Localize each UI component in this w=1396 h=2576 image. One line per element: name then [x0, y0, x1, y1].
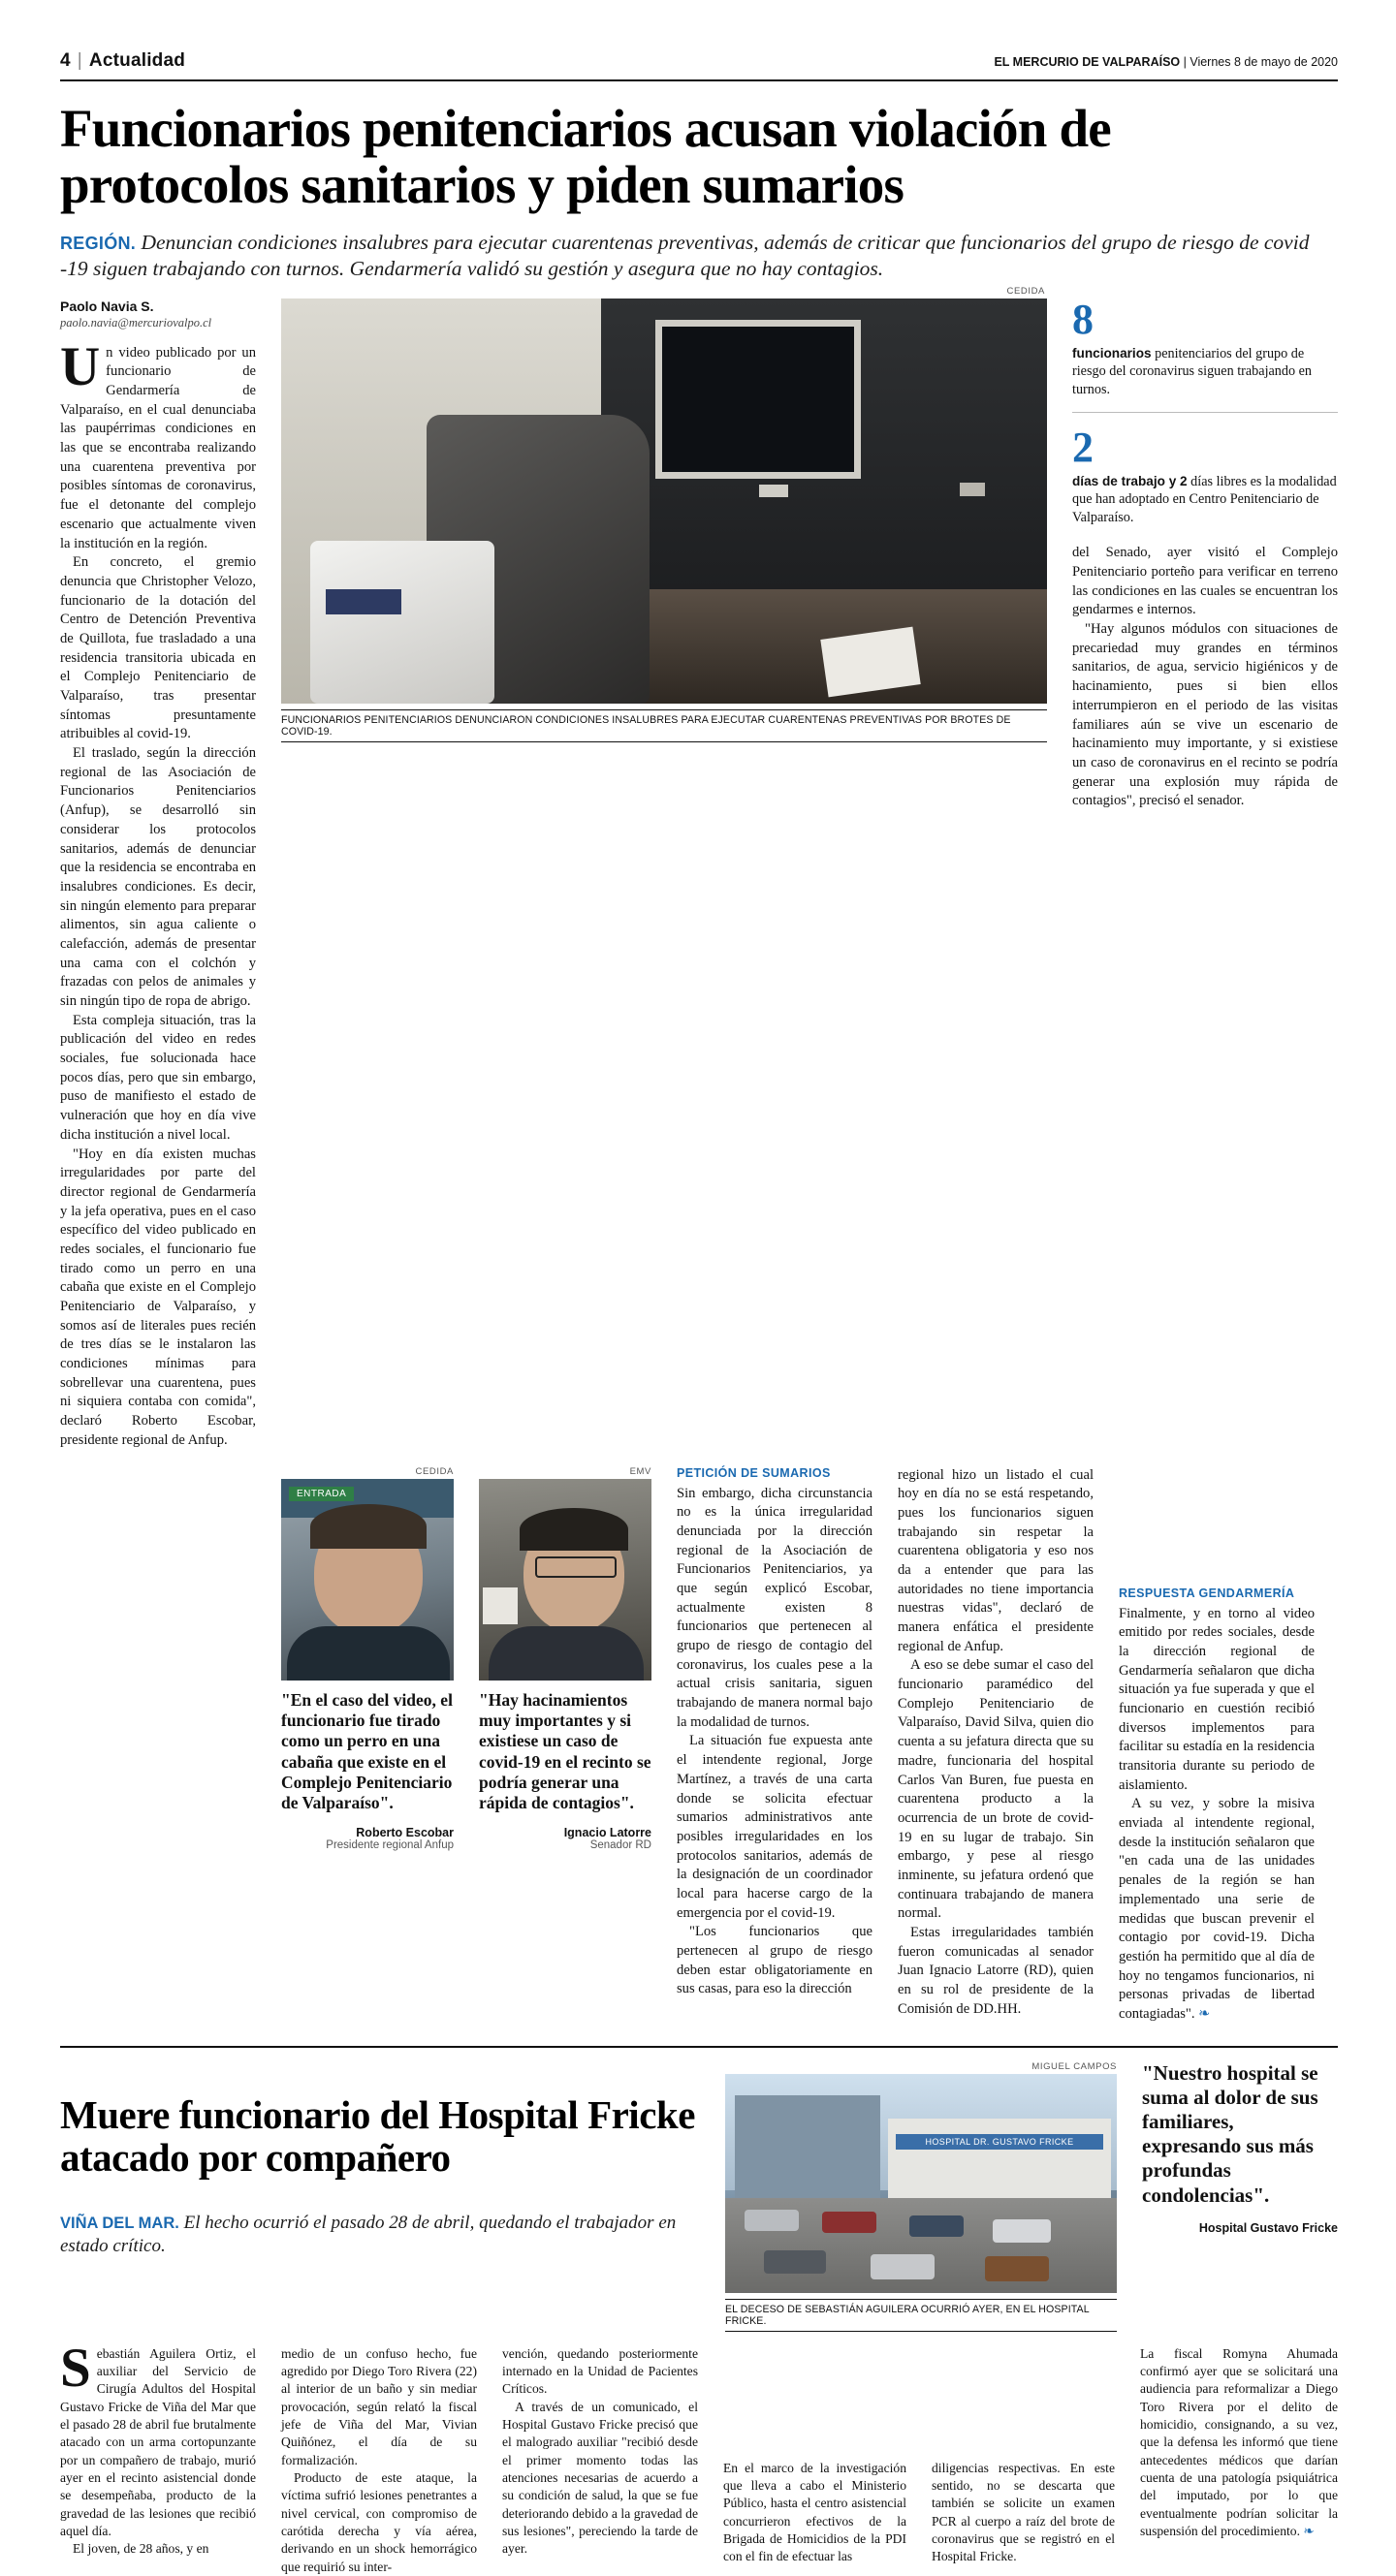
- fact-item: [1072, 295, 1338, 398]
- article2: [60, 2046, 1338, 2576]
- article1-col1-body: [60, 335, 256, 1451]
- paragraph: "Hoy en día existen muchas irregularidades por parte del director regional de Gendarmería y la jefa operativa, pues en el caso específico del video publicado en redes sociales, el funcionario fue tirado como un perro en una cabaña que existe en el Complejo Penitenciario de Valparaíso, y somos así de literales pues recién de tres días se le instalaron las condiciones mínimas para sobrellevar una cuarentena, pues ni siquiera contaba con comida", declaró Roberto Escobar, presidente regional de Anfup.: [60, 1146, 256, 1448]
- paragraph: Sin embargo, dicha circunstancia no es la única irregularidad denunciada por la dirección regional de la Asociación de Funcionarios Penitenciarios, ya que según explicó Escobar, actualmente existen 8 funcionarios que pertenecen al grupo de riesgo de contagio del coronavirus, los cuales pese a la actual crisis sanitaria, siguen trabajando de manera normal bajo la modalidad de turnos.: [677, 1485, 872, 1730]
- paragraph: "Los funcionarios que pertenecen al grupo de riesgo deben estar obligatoriamente en sus casas, para eso la dirección: [677, 1924, 872, 1997]
- article1-headline: Funcionarios penitenciarios acusan violación de protocolos sanitarios y piden sumarios: [60, 99, 1111, 215]
- byline-email: paolo.navia@mercuriovalpo.cl: [60, 315, 212, 330]
- paragraph: La situación fue expuesta ante el intendente regional, Jorge Martínez, a través de una carta donde se solicita efectuar sumarios administrativos ante posibles irregularidades en los protocolos sanitarios, además de la designación de un coordinador local para hacerse cargo de la emergencia por el covid-19.: [677, 1733, 872, 1921]
- paragraph: diligencias respectivas. En este sentido, no se descarta que también se solicite un examen PCR al cuerpo a raíz del brote de coronavirus que se registró en el Hospital Fricke.: [932, 2460, 1115, 2564]
- article2-photo-caption: EL DECESO DE SEBASTIÁN AGUILERA OCURRIÓ AYER, EN EL HOSPITAL FRICKE.: [725, 2299, 1117, 2332]
- paper-name: EL MERCURIO DE VALPARAÍSO: [994, 55, 1181, 69]
- photo-car: [745, 2210, 799, 2231]
- end-mark: ❧: [1303, 2524, 1315, 2539]
- pullquote-attribution: Ignacio Latorre: [563, 1825, 651, 1839]
- paragraph: [60, 2337, 256, 2541]
- issue-date: | Viernes 8 de mayo de 2020: [1183, 55, 1338, 69]
- photo-switch: [759, 485, 788, 497]
- photo-building-main: [888, 2119, 1111, 2202]
- article1-subhead: [60, 230, 1338, 283]
- paragraph: El joven, de 28 años, y en: [73, 2541, 209, 2557]
- photo-paper: [820, 626, 920, 697]
- paragraph: "Hay algunos módulos con situaciones de precariedad muy grandes en términos sanitarios, de agua, servicio higiénicos y de hacinamiento, pues si bien ellos interrumpieron en el periodo de las visitas familiares aún se vive un escenario de hacinamiento muy importante, y si existiese un caso de coronavirus en el recinto se podría generar una explosión muy rápida de contagios", precisó el senador.: [1072, 621, 1338, 809]
- fact-number: 2: [1072, 423, 1094, 471]
- article2-headline: Muere funcionario del Hospital Fricke atacado por compañero: [60, 2091, 695, 2180]
- section-header: [60, 50, 185, 72]
- fact-number: 8: [1072, 295, 1094, 343]
- article1-facts-rail: [1072, 295, 1338, 1451]
- article2-col2: [281, 2345, 477, 2576]
- paragraph: A través de un comunicado, el Hospital Gustavo Fricke precisó que el malogrado auxiliar "recibió desde el primer momento todas las atenciones necesarias de acuerdo a su condición de salud, la que se fue deteriorando debido a la gravedad de sus lesiones", pereciendo la tarde de ayer.: [502, 2399, 698, 2557]
- article1-col-respuesta: [1119, 1466, 1315, 2025]
- article1-regional-body: [898, 1466, 1094, 2020]
- article2-col4-wrap: [723, 2345, 1115, 2576]
- masthead-separator: |: [77, 50, 82, 71]
- photo-credit: CEDIDA: [1006, 285, 1045, 297]
- article2-col4b: [932, 2460, 1115, 2576]
- paragraph: En el marco de la investigación que lleva a cabo el Ministerio Público, hasta el centro asistencial concurrieron efectivos de la Brigada de Homicidios de la PDI con el fin de efectuar las: [723, 2460, 906, 2564]
- paragraph: Estas irregularidades también fueron comunicadas al senador Juan Ignacio Latorre (RD), quien en su rol de presidente de la Comisión de DD.HH.: [898, 1925, 1094, 2017]
- photo-mark: [572, 302, 586, 316]
- photo-shirt-stripe: [326, 589, 401, 614]
- paragraph: En concreto, el gremio denuncia que Christopher Velozo, funcionario de la dotación del Centro de Detención Preventiva de Quillota, fue trasladado a una residencia transitoria ubicada en el Complejo Penitenciario de Valparaíso, tras presentar síntomas presuntamente atribuibles al covid-19.: [60, 554, 256, 742]
- paragraph-text: n video publicado por un funcionario de Gendarmería de Valparaíso, en el cual denunciaba las paupérrimas condiciones en las que se encontraba realizando una cuarentena preventiva por posibles síntomas de coronavirus, fue el detonante del complejo escenario que actualmente viven la institución en la región.: [60, 344, 256, 551]
- fact-lead: funcionarios: [1072, 345, 1152, 361]
- article1-col-sumarios: [677, 1466, 872, 2025]
- portrait-photo-escobar: [281, 1479, 454, 1681]
- pullquote-col-1: [60, 1466, 256, 2025]
- portrait-hair: [520, 1508, 628, 1551]
- fact-body: penitenciarios del grupo de riesgo del coronavirus siguen trabajando en turnos.: [1072, 345, 1313, 397]
- paragraph: Producto de este ataque, la víctima sufrió lesiones penetrantes a nivel cervical, con compromiso de carótida derecha y vía aérea, derivando en un shock hemorrágico que requirió su inter-: [281, 2470, 477, 2574]
- article1-main-photo: [281, 298, 1047, 704]
- photo-hospital-sign: HOSPITAL DR. GUSTAVO FRICKE: [896, 2134, 1103, 2150]
- pullquote-text: "Hay hacinamientos muy importantes y si existiese un caso de covid-19 en el recinto se podría generar una rápida de contagios".: [479, 1689, 651, 1813]
- paragraph-text: A su vez, y sobre la misiva enviada al intendente regional, desde la institución señalaron que "en cada una de las unidades penales de la región se han implementado una serie de medidas que buscan prevenir el contagio por covid-19. Dicha gestión ha permitido que al día de hoy no tengamos funcionarios, ni personas privadas de libertad contagiadas".: [1119, 1796, 1315, 2022]
- photo-car: [871, 2254, 935, 2279]
- paragraph: [1140, 2345, 1338, 2541]
- fact-text: [1072, 473, 1338, 526]
- article1-mid-grid: [60, 1466, 1338, 2025]
- page-number: 4: [60, 50, 71, 71]
- portrait-block-1: [281, 1466, 454, 2025]
- photo-car: [822, 2212, 876, 2233]
- paragraph: Finalmente, y en torno al video emitido por redes sociales, desde la dirección regional de Gendarmería señalaron que dicha situación ya fue superada y que el funcionario en cuestión recibió diversos implementos para facilitar su estadía en la residencia transitoria durante su periodo de aislamiento.: [1119, 1605, 1315, 1793]
- article2-col1: [60, 2337, 256, 2576]
- article2-pullquote: "Nuestro hospital se suma al dolor de sus familiares, expresando sus más profundas condolencias".: [1142, 2060, 1318, 2207]
- fact-body: días libres es la modalidad que han adoptado en Centro Penitenciario de Valparaíso.: [1072, 473, 1337, 525]
- article2-col4a: [723, 2460, 906, 2576]
- article2-col3: [502, 2345, 698, 2576]
- article2-body-grid: [60, 2337, 1338, 2576]
- photo-credit: MIGUEL CAMPOS: [1031, 2060, 1117, 2072]
- section-name: Actualidad: [88, 50, 186, 71]
- subsection-label: PETICIÓN DE SUMARIOS: [677, 1465, 831, 1480]
- page-masthead: [60, 50, 1338, 81]
- photo-building-left: [735, 2095, 880, 2198]
- article1-kicker: REGIÓN.: [60, 233, 137, 253]
- article2-head-block: [60, 2061, 700, 2332]
- rail-divider: [1072, 412, 1338, 413]
- article1-photo-caption: FUNCIONARIOS PENITENCIARIOS DENUNCIARON CONDICIONES INSALUBRES PARA EJECUTAR CUARENTENAS PREVENTIVAS POR BROTES DE COVID-19.: [281, 709, 1047, 742]
- photo-car: [909, 2215, 964, 2237]
- portrait-glasses: [535, 1556, 617, 1578]
- portrait-badge: ENTRADA: [289, 1487, 354, 1501]
- pullquote-role: Senador RD: [589, 1838, 651, 1851]
- photo-outlet: [960, 483, 985, 496]
- article1-col1: [60, 298, 256, 1451]
- paragraph: [60, 335, 256, 554]
- article1-respuesta-body: [1119, 1605, 1315, 2025]
- portrait-hair: [310, 1504, 427, 1549]
- article2-col5: [1140, 2345, 1338, 2576]
- article2-subhead: [60, 2212, 700, 2258]
- photo-car: [764, 2250, 826, 2274]
- article2-photo-block: [725, 2061, 1117, 2332]
- article1-col-regional: [898, 1466, 1094, 2025]
- portrait-credit: CEDIDA: [415, 1465, 454, 1477]
- fact-lead: días de trabajo y 2: [1072, 473, 1188, 488]
- end-mark: ❧: [1198, 2005, 1211, 2022]
- article1-top-grid: [60, 285, 1338, 1451]
- pullquote-text: "En el caso del video, el funcionario fue tirado como un perro en una cabaña que existe en el Complejo Penitenciario de Valparaíso".: [281, 1689, 453, 1813]
- paragraph: regional hizo un listado el cual hoy en día no se está respetando, pues los funcionarios siguen trabajando sin respetar la cuarentena obligatoria y eso nos da a entender que para las autoridades no tiene importancia nuestras vidas", declaró de manera enfática el presidente regional de Anfup.: [898, 1466, 1094, 1654]
- portrait-shoulders: [489, 1626, 644, 1681]
- article2-kicker: VIÑA DEL MAR.: [60, 2215, 179, 2233]
- paragraph: del Senado, ayer visitó el Complejo Penitenciario porteño para verificar en terreno las condiciones en las cuales se encuentran los gendarmes e internos.: [1072, 545, 1338, 618]
- article1-sumarios-body: [677, 1485, 872, 2000]
- article2-photo-hospital: [725, 2074, 1117, 2293]
- photo-car: [993, 2219, 1051, 2243]
- fact-item: [1072, 423, 1338, 526]
- byline-author: Paolo Navia S.: [60, 298, 154, 314]
- article1-photo-and-mid: [281, 285, 1047, 1451]
- portrait-logo-patch: [483, 1587, 518, 1624]
- paragraph-text: ebastián Aguilera Ortiz, el auxiliar del Servicio de Cirugía Adultos del Hospital Gustavo Fricke de Viña del Mar que el pasado 28 de abril fue brutalmente atacado con un arma cortopunzante por un compañero de trabajo, murió ayer en el recinto asistencial donde se desempeñaba, producto de la gravedad de las lesiones que recibió aquel día.: [60, 2345, 256, 2539]
- dropcap: U: [60, 335, 101, 397]
- paragraph: [1119, 1795, 1315, 2024]
- paragraph: vención, quedando posteriormente internado en la Unidad de Pacientes Críticos.: [502, 2345, 698, 2397]
- subsection-label: RESPUESTA GENDARMERÍA: [1119, 1586, 1295, 1600]
- photo-car: [985, 2256, 1049, 2281]
- article1-rail-body: [1072, 544, 1338, 811]
- paragraph: medio de un confuso hecho, fue agredido por Diego Toro Rivera (22) al interior de un baño y sin mediar provocación, según relató la fiscal jefe de Viña del Mar, Vivian Quiñónez, el día de su formalización.: [281, 2345, 477, 2467]
- photo-window: [655, 320, 861, 479]
- pullquote-attribution: Roberto Escobar: [356, 1825, 454, 1839]
- paragraph: A eso se debe sumar el caso del funcionario paramédico del Complejo Penitenciario de Valparaíso, David Silva, quien dio cuenta a su jefatura directa que su madre, funcionaria del hospital Carlos Van Buren, fue puesta en cuarentena producto a la ocurrencia de un brote de covid-19 en su lugar de trabajo. Sin embargo, y pese al riesgo inminente, su jefatura ordenó que continuara trabajando de manera normal.: [898, 1657, 1094, 1922]
- paragraph-text: La fiscal Romyna Ahumada confirmó ayer que se solicitará una audiencia para reformalizar a Diego Toro Rivera por el delito de homicidio, consignando, a su vez, que la defensa les informó que tiene antecedentes médicos que darían cuenta de una patología psiquiátrica del imputado, por lo que eventualmente podrían solicitar la suspensión del procedimiento.: [1140, 2345, 1338, 2539]
- fact-text: [1072, 345, 1338, 398]
- article1-subhead-text: Denuncian condiciones insalubres para ejecutar cuarentenas preventivas, además de criticar que funcionarios del grupo de riesgo de covid -19 siguen trabajando con turnos. Gendarmería validó su gestión y asegura que no hay contagios.: [60, 230, 1310, 281]
- article2-pullquote-attribution: Hospital Gustavo Fricke: [1198, 2220, 1338, 2235]
- portrait-photo-latorre: [479, 1479, 651, 1681]
- photo-shirt: [310, 541, 494, 704]
- pullquote-role: Presidente regional Anfup: [326, 1838, 454, 1851]
- masthead-paper-date: [994, 55, 1338, 69]
- portrait-block-2: [479, 1466, 651, 2025]
- paragraph: Esta compleja situación, tras la publicación del video en redes sociales, fue solucionada hace pocos días, pero que sin embargo, puso de manifiesto el estado de vulneración que hoy en día vive dicha institución a nivel local.: [60, 1012, 256, 1143]
- paragraph: El traslado, según la dirección regional de las Asociación de Funcionarios Penitenciarios (Anfup), se desarrolló sin considerar los protocolos sanitarios, además de denunciar que la residencia se encontraba en insalubres condiciones. Es decir, sin ningún elemento para preparar alimentos, sin agua caliente o calefacción, además de presentar una cama con el colchón y frazadas con pelos de animales y sin ningún tipo de ropa de abrigo.: [60, 745, 256, 1009]
- article2-quote-block: [1142, 2061, 1338, 2332]
- portrait-credit: EMV: [629, 1465, 651, 1477]
- article1-photo-wrap: [281, 285, 1047, 742]
- article2-subhead-text: El hecho ocurrió el pasado 28 de abril, quedando el trabajador en estado crítico.: [60, 2213, 677, 2257]
- dropcap: S: [60, 2337, 91, 2399]
- portrait-shoulders: [287, 1626, 450, 1681]
